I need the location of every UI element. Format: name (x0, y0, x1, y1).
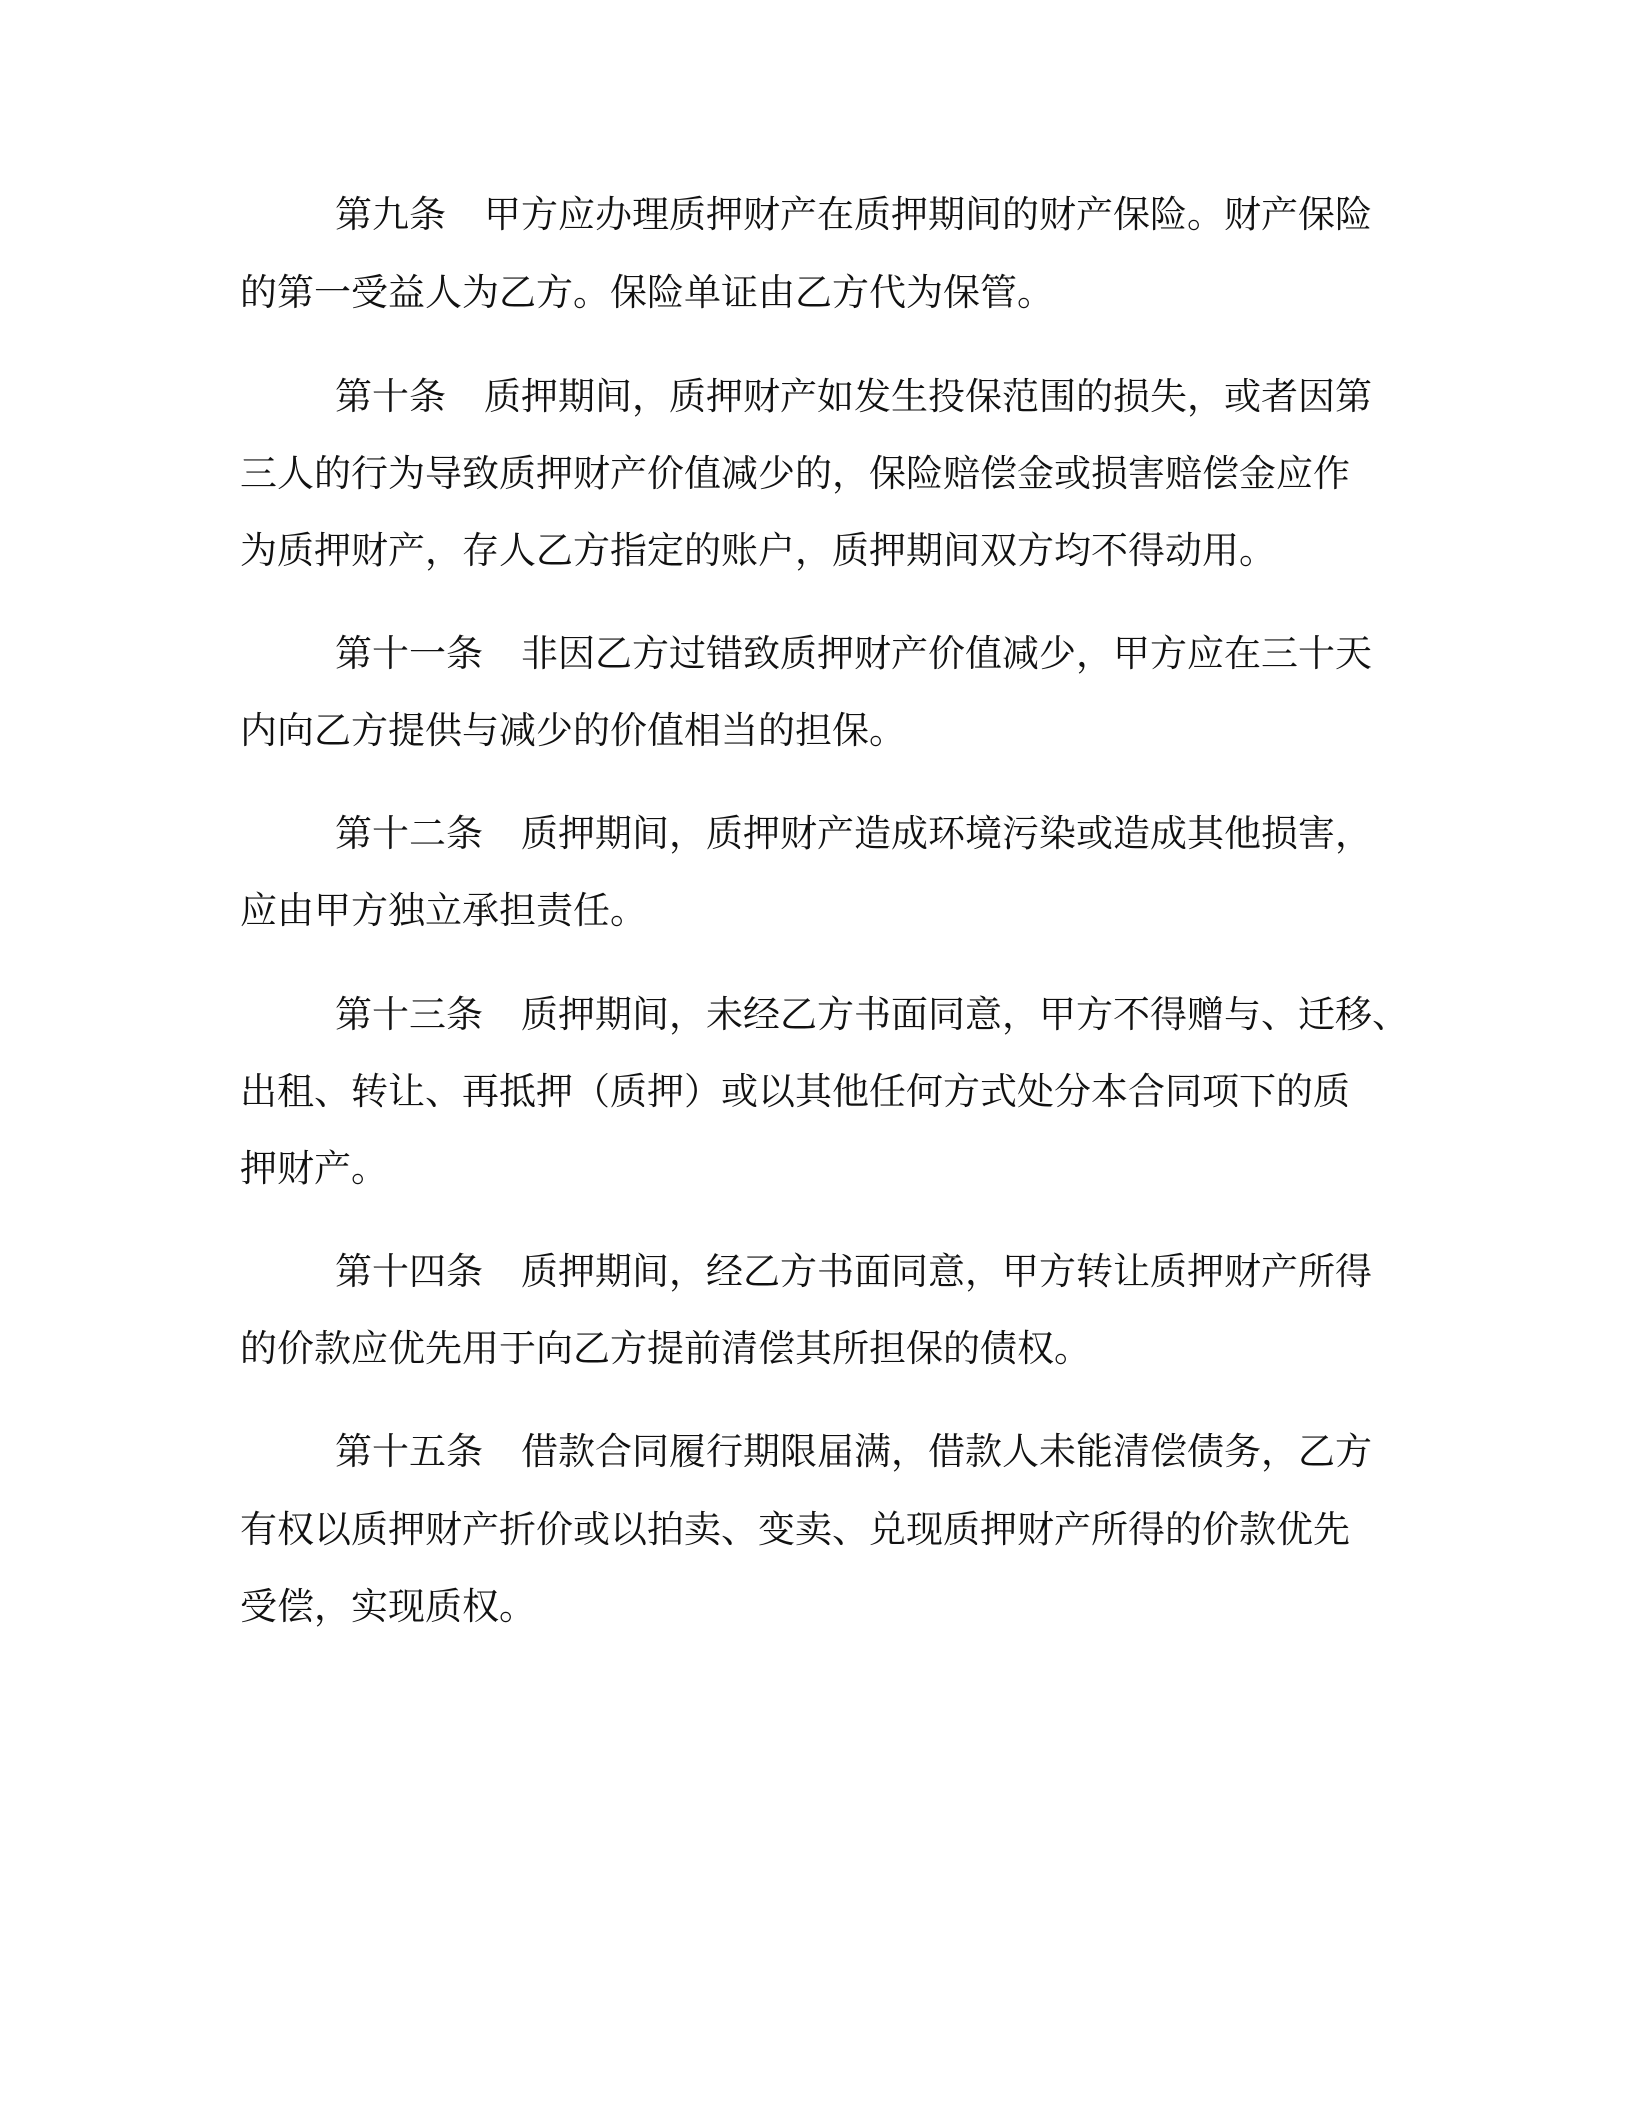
article-15-line-2: 有权以质押财产折价或以拍卖、变卖、兑现质押财产所得的价款优先 (240, 1508, 1350, 1551)
article-11-number: 第十一条 (335, 632, 483, 675)
article-15-text-1: 借款合同履行期限届满，借款人未能清偿债务，乙方 (521, 1430, 1372, 1473)
article-15-number: 第十五条 (335, 1430, 483, 1473)
article-11-line-2: 内向乙方提供与减少的价值相当的担保。 (240, 709, 906, 752)
article-14-number: 第十四条 (335, 1250, 483, 1293)
article-10-line-2: 三人的行为导致质押财产价值减少的，保险赔偿金或损害赔偿金应作 (240, 452, 1350, 495)
article-9-number: 第九条 (335, 193, 446, 236)
article-11-line-1 (335, 630, 1372, 678)
article-10-line-1 (335, 373, 1372, 421)
article-14-line-1 (335, 1248, 1372, 1296)
article-10-number: 第十条 (335, 375, 446, 418)
article-15-line-3: 受偿，实现质权。 (240, 1585, 536, 1628)
article-13-line-1 (335, 991, 1409, 1039)
article-13-line-2: 出租、转让、再抵押（质押）或以其他任何方式处分本合同项下的质 (240, 1070, 1350, 1113)
article-10-line-3: 为质押财产，存人乙方指定的账户，质押期间双方均不得动用。 (240, 529, 1276, 572)
article-13-text-1: 质押期间，未经乙方书面同意，甲方不得赠与、迁移、 (521, 993, 1409, 1036)
article-12-number: 第十二条 (335, 812, 483, 855)
article-13-number: 第十三条 (335, 993, 483, 1036)
article-12-text-1: 质押期间，质押财产造成环境污染或造成其他损害， (521, 812, 1372, 855)
article-15-line-1 (335, 1428, 1372, 1476)
article-14-line-2: 的价款应优先用于向乙方提前清偿其所担保的债权。 (240, 1327, 1091, 1370)
article-12-line-2: 应由甲方独立承担责任。 (240, 889, 647, 932)
article-9-line-2: 的第一受益人为乙方。保险单证由乙方代为保管。 (240, 271, 1054, 314)
article-11-text-1: 非因乙方过错致质押财产价值减少，甲方应在三十天 (521, 632, 1372, 675)
article-12-line-1 (335, 810, 1372, 858)
article-9-text-1: 甲方应办理质押财产在质押期间的财产保险。财产保险 (484, 193, 1372, 236)
article-10-text-1: 质押期间，质押财产如发生投保范围的损失，或者因第 (484, 375, 1372, 418)
article-13-line-3: 押财产。 (240, 1147, 388, 1190)
article-9-line-1 (335, 191, 1372, 239)
article-14-text-1: 质押期间，经乙方书面同意，甲方转让质押财产所得 (521, 1250, 1372, 1293)
